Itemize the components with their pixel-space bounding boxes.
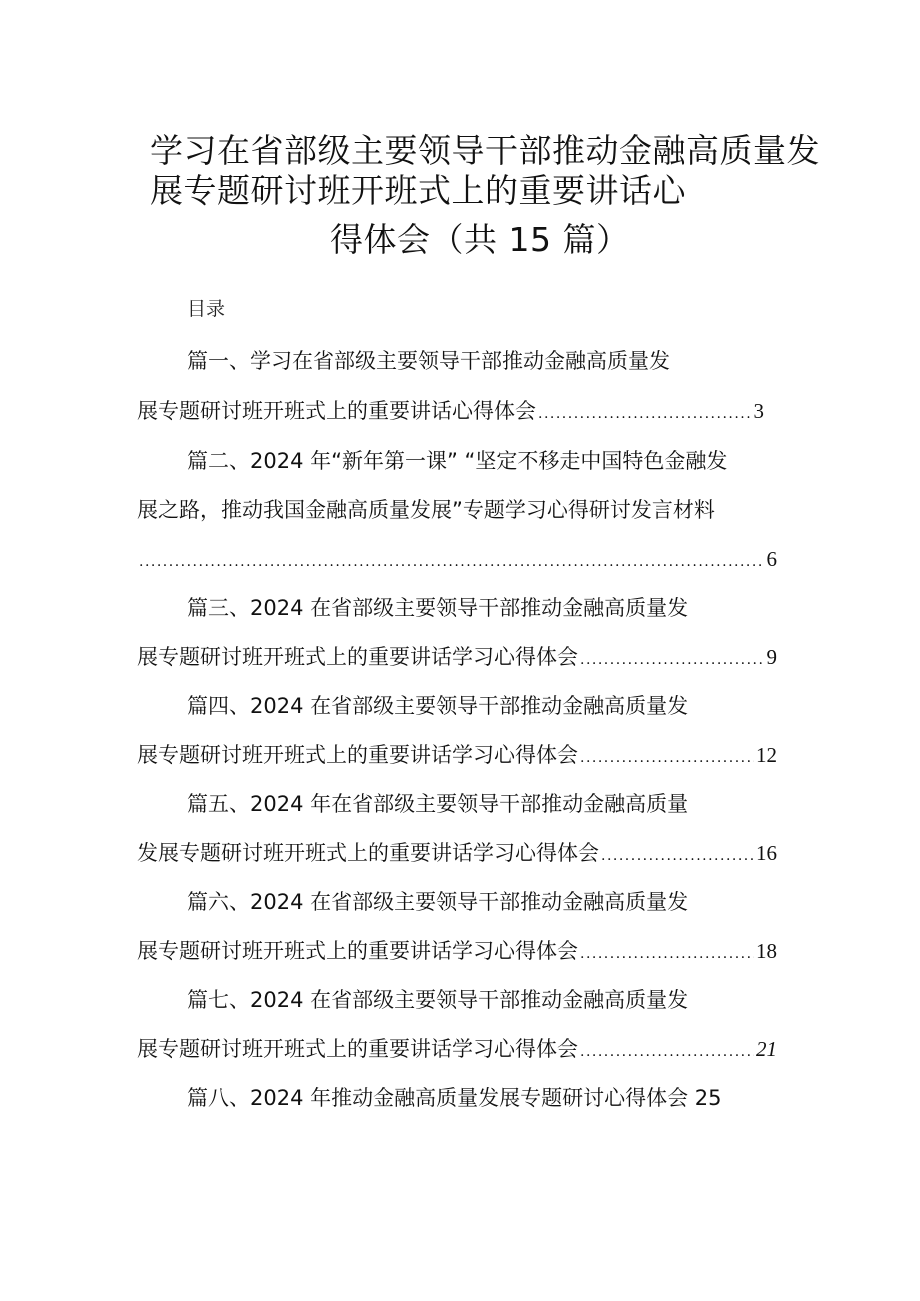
toc-entry-3-row[interactable] [137,642,777,675]
toc-entry-2-line-2[interactable]: 展之路，推动我国金融高质量发展”专题学习心得研讨发言材料 [137,498,715,522]
toc-entry-6-row[interactable] [137,936,777,969]
toc-entry-3-line[interactable]: 篇三、2024 在省部级主要领导干部推动金融高质量发 [187,596,689,620]
toc-entry-1-row[interactable] [137,396,764,429]
toc-entry-3-text: 展专题研讨班开班式上的重要讲话学习心得体会 [137,645,578,669]
toc-entry-7-line[interactable]: 篇七、2024 在省部级主要领导干部推动金融高质量发 [187,988,689,1012]
toc-entry-1-text: 展专题研讨班开班式上的重要讲话心得体会 [137,399,536,423]
dot-leader [580,939,754,969]
toc-entry-2-line-1[interactable]: 篇二、2024 年“新年第一课” “坚定不移走中国特色金融发 [187,449,728,473]
dot-leader [580,1037,754,1067]
title-line-2: 展专题研讨班开班式上的重要讲话心 [150,171,686,210]
dot-leader [538,399,752,429]
toc-entry-6-text: 展专题研讨班开班式上的重要讲话学习心得体会 [137,939,578,963]
toc-entry-1-line[interactable]: 篇一、学习在省部级主要领导干部推动金融高质量发 [187,349,670,373]
toc-entry-6-line[interactable]: 篇六、2024 在省部级主要领导干部推动金融高质量发 [187,890,689,914]
toc-heading: 目录 [187,298,226,320]
dot-leader [580,645,765,675]
title-line-1: 学习在省部级主要领导干部推动金融高质量发 [150,131,820,170]
toc-entry-7-page: 21 [756,1037,777,1061]
toc-entry-5-line[interactable]: 篇五、2024 年在省部级主要领导干部推动金融高质量 [187,792,689,816]
toc-entry-4-line[interactable]: 篇四、2024 在省部级主要领导干部推动金融高质量发 [187,694,689,718]
title-line-3: 得体会（共 15 篇） [330,220,630,259]
dot-leader [580,743,754,773]
toc-entry-8-line[interactable]: 篇八、2024 年推动金融高质量发展专题研讨心得体会 25 [187,1086,722,1110]
toc-entry-7-text: 展专题研讨班开班式上的重要讲话学习心得体会 [137,1037,578,1061]
dot-leader [601,841,754,871]
toc-entry-5-row[interactable] [137,838,777,871]
toc-entry-2-page: 6 [766,547,777,571]
toc-entry-3-page: 9 [766,645,777,669]
toc-entry-1-page: 3 [753,399,764,423]
toc-entry-2-row[interactable] [137,544,777,577]
toc-entry-7-row[interactable] [137,1034,777,1067]
toc-entry-6-page: 18 [756,939,777,963]
toc-entry-4-row[interactable] [137,740,777,773]
toc-entry-5-text: 发展专题研讨班开班式上的重要讲话学习心得体会 [137,841,599,865]
dot-leader [139,547,765,577]
toc-entry-5-page: 16 [756,841,777,865]
toc-entry-4-text: 展专题研讨班开班式上的重要讲话学习心得体会 [137,743,578,767]
toc-entry-4-page: 12 [756,743,777,767]
